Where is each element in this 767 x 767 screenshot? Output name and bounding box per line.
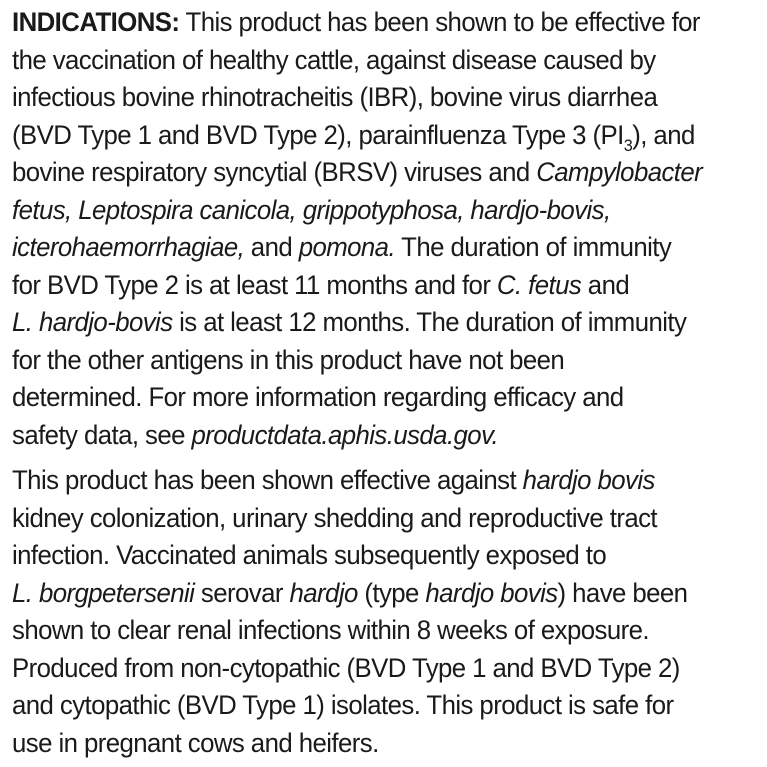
indications-paragraph-1 (12, 4, 762, 454)
text-run: for BVD Type 2 is at least 11 months and for (12, 269, 497, 300)
italic-run: C. fetus (496, 269, 582, 300)
text-line: infection. Vaccinated animals subsequently exposed to (12, 540, 607, 570)
text-run: This product has been shown effective against (12, 465, 523, 495)
text-run: ) have been (557, 577, 688, 608)
text-line: determined. For more information regarding efficacy and (12, 382, 624, 412)
text-run: serovar (194, 577, 290, 608)
italic-run: L. borgpetersenii (12, 577, 195, 608)
indications-paragraph-2 (12, 462, 762, 762)
text-run: (type (357, 577, 426, 608)
text-line (12, 267, 728, 305)
text-run: ), and (632, 119, 695, 150)
text-run: This product has been shown to be effective for (179, 7, 700, 37)
text-line: use in pregnant cows and heifers. (12, 727, 379, 758)
italic-run: L. hardjo-bovis (12, 307, 173, 337)
text-run: and (581, 269, 630, 300)
text-line (12, 154, 728, 192)
text-line (12, 575, 728, 613)
italic-run: productdata.aphis.usda.gov. (191, 419, 499, 450)
indications-document (12, 4, 762, 762)
italic-run: Campylobacter (536, 157, 703, 187)
indications-heading: INDICATIONS: (12, 7, 180, 37)
subscript: 3 (623, 135, 633, 155)
text-line: and cytopathic (BVD Type 1) isolates. This product is safe for (12, 690, 674, 720)
italic-run: hardjo bovis (425, 577, 558, 608)
text-line (12, 117, 728, 155)
text-run: The duration of immunity (395, 232, 672, 262)
text-line: the vaccination of healthy cattle, against disease caused by (12, 44, 656, 75)
text-run: and (244, 232, 299, 262)
text-line (12, 417, 728, 455)
text-line: for the other antigens in this product have not been (12, 344, 565, 375)
text-run: safety data, see (12, 419, 192, 450)
text-run: (BVD Type 1 and BVD Type 2), parainfluenza Type 3 (PI (12, 119, 624, 150)
italic-run: hardjo (289, 577, 358, 608)
text-line: kidney colonization, urinary shedding and reproductive tract (12, 502, 658, 533)
italic-run: pomona. (298, 232, 396, 262)
text-line (12, 4, 728, 42)
text-line: Produced from non-cytopathic (BVD Type 1 and BVD Type 2) (12, 652, 680, 683)
italic-run: hardjo bovis (522, 465, 655, 495)
text-line: fetus, Leptospira canicola, grippotyphosa, hardjo-bovis, (12, 194, 611, 225)
text-line: shown to clear renal infections within 8 weeks of exposure. (12, 615, 649, 645)
text-line (12, 304, 728, 342)
text-run: is at least 12 months. The duration of immunity (172, 307, 687, 337)
text-line (12, 462, 728, 500)
text-run: bovine respiratory syncytial (BRSV) viruses and (12, 157, 537, 187)
italic-run: icterohaemorrhagiae, (12, 232, 245, 262)
text-line: infectious bovine rhinotracheitis (IBR), bovine virus diarrhea (12, 82, 658, 112)
text-line (12, 229, 728, 267)
